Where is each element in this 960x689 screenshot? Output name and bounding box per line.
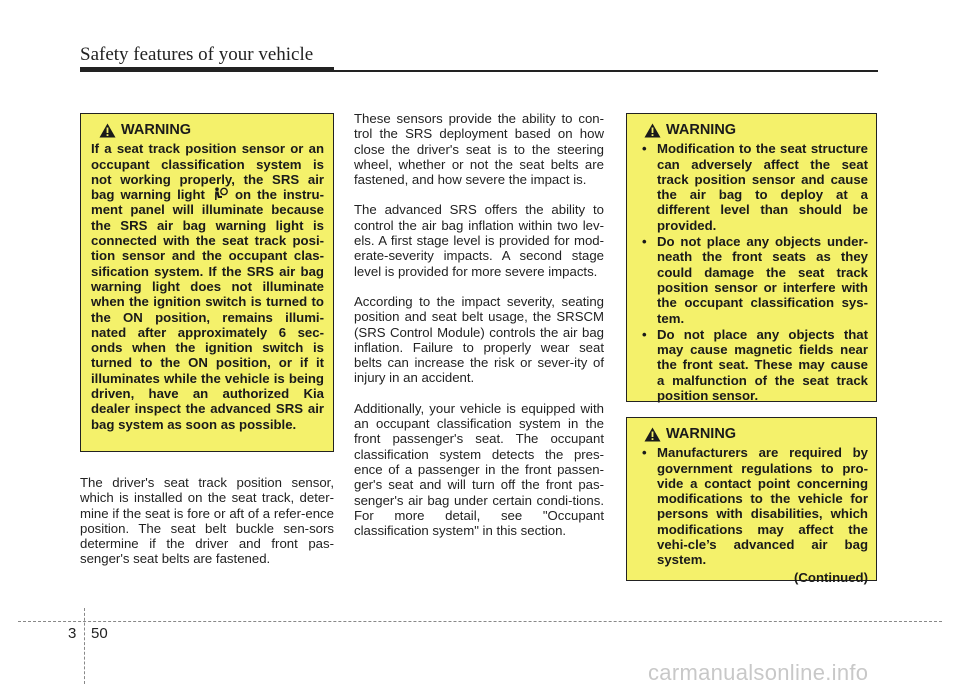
body-paragraph: The advanced SRS offers the ability to control the air bag inflation within two lev-els. A first stage level is provided for mod-erate-severity impacts. A second stage level is provided for more severe impacts. <box>354 202 604 279</box>
warning-text <box>91 141 324 432</box>
watermark: carmanualsonline.info <box>648 660 869 685</box>
warning-header <box>636 123 868 138</box>
warning-triangle-icon <box>644 123 661 138</box>
warning-text-part1: If a seat track position sensor or an occupant classification system is not working properly, the SRS air bag warning light <box>91 141 324 203</box>
body-paragraph: These sensors provide the ability to con-trol the SRS deployment based on how close the driver's seat is to the steering wheel, whether or not the seat belts are fastened, and how severe the impact is. <box>354 111 604 188</box>
list-item: • Manufacturers are required by government regulations to pro-vide a contact point concerning modifications to the vehicle for persons with disabilities, which modifications may affect the vehi-cle’s advanced air bag system. <box>642 445 868 568</box>
continued-label: (Continued) <box>794 569 868 585</box>
body-paragraph: The driver's seat track position sensor, which is installed on the seat track, deter-mine if the seat is fore or aft of a refer-ence position. The seat belt buckle sen-sors determine if the driver and front pas-senger's seat belts are fastened. <box>80 475 334 567</box>
warning-title: WARNING <box>666 122 737 138</box>
warning-triangle-icon <box>644 427 661 442</box>
page-header-title: Safety features of your vehicle <box>80 44 314 65</box>
warning-text-part2: on the instru-ment panel will illuminate because the SRS air bag warning light is connected with the seat track posi-tion sensor and the occupant clas-sification system. If the SRS air bag warning light does not illuminate when the ignition switch is turned to the ON position, remains illumi-nated after approximately 6 sec-onds when the ignition switch is turned to the ON position, or if it illuminates while the vehicle is being driven, have an authorized Kia dealer inspect the advanced SRS air bag system as soon as possible. <box>91 187 324 432</box>
warning-header <box>636 427 868 442</box>
footer-divider <box>84 608 86 684</box>
warning-title: WARNING <box>121 122 192 138</box>
warning-box-right-bottom <box>626 417 877 585</box>
list-item: • Do not place any objects under-neath the front seats as they could damage the seat track position sensor or interfere with the occupant classification sys-tem. <box>642 234 868 326</box>
warning-list <box>636 445 868 567</box>
warning-list <box>636 141 868 403</box>
warning-triangle-icon <box>99 123 116 138</box>
header-rule-thin <box>334 70 878 72</box>
body-paragraph: Additionally, your vehicle is equipped with an occupant classification system in the front passenger's seat. The occupant classification system detects the pres-ence of a passenger in the front passen-ger's seat and will turn off the front pas-senger's air bag under certain condi-tions. For more detail, see "Occupant classification system" in this section. <box>354 400 604 539</box>
footer-rule <box>18 621 942 622</box>
header-rule-thick <box>80 67 334 72</box>
warning-header <box>91 123 324 138</box>
middle-body-text <box>354 111 604 553</box>
warning-box-left <box>80 113 334 452</box>
page-number: 50 <box>91 625 108 642</box>
airbag-warning-light-icon <box>212 187 228 201</box>
list-item: • Modification to the seat structure can adversely affect the seat track position sensor and cause the air bag to deploy at a different level than should be provided. <box>642 141 868 233</box>
body-paragraph: According to the impact severity, seating position and seat belt usage, the SRSCM (SRS Control Module) controls the air bag inflation. Failure to properly wear seat belts can increase the risk or sever-ity of injury in an accident. <box>354 293 604 386</box>
warning-title: WARNING <box>666 426 737 442</box>
warning-box-right-top <box>626 113 877 402</box>
list-item: • Do not place any objects that may cause magnetic fields near the front seat. These may cause a malfunction of the seat track position sensor. <box>642 326 868 404</box>
section-number: 3 <box>68 625 77 642</box>
left-body-text <box>80 475 334 582</box>
